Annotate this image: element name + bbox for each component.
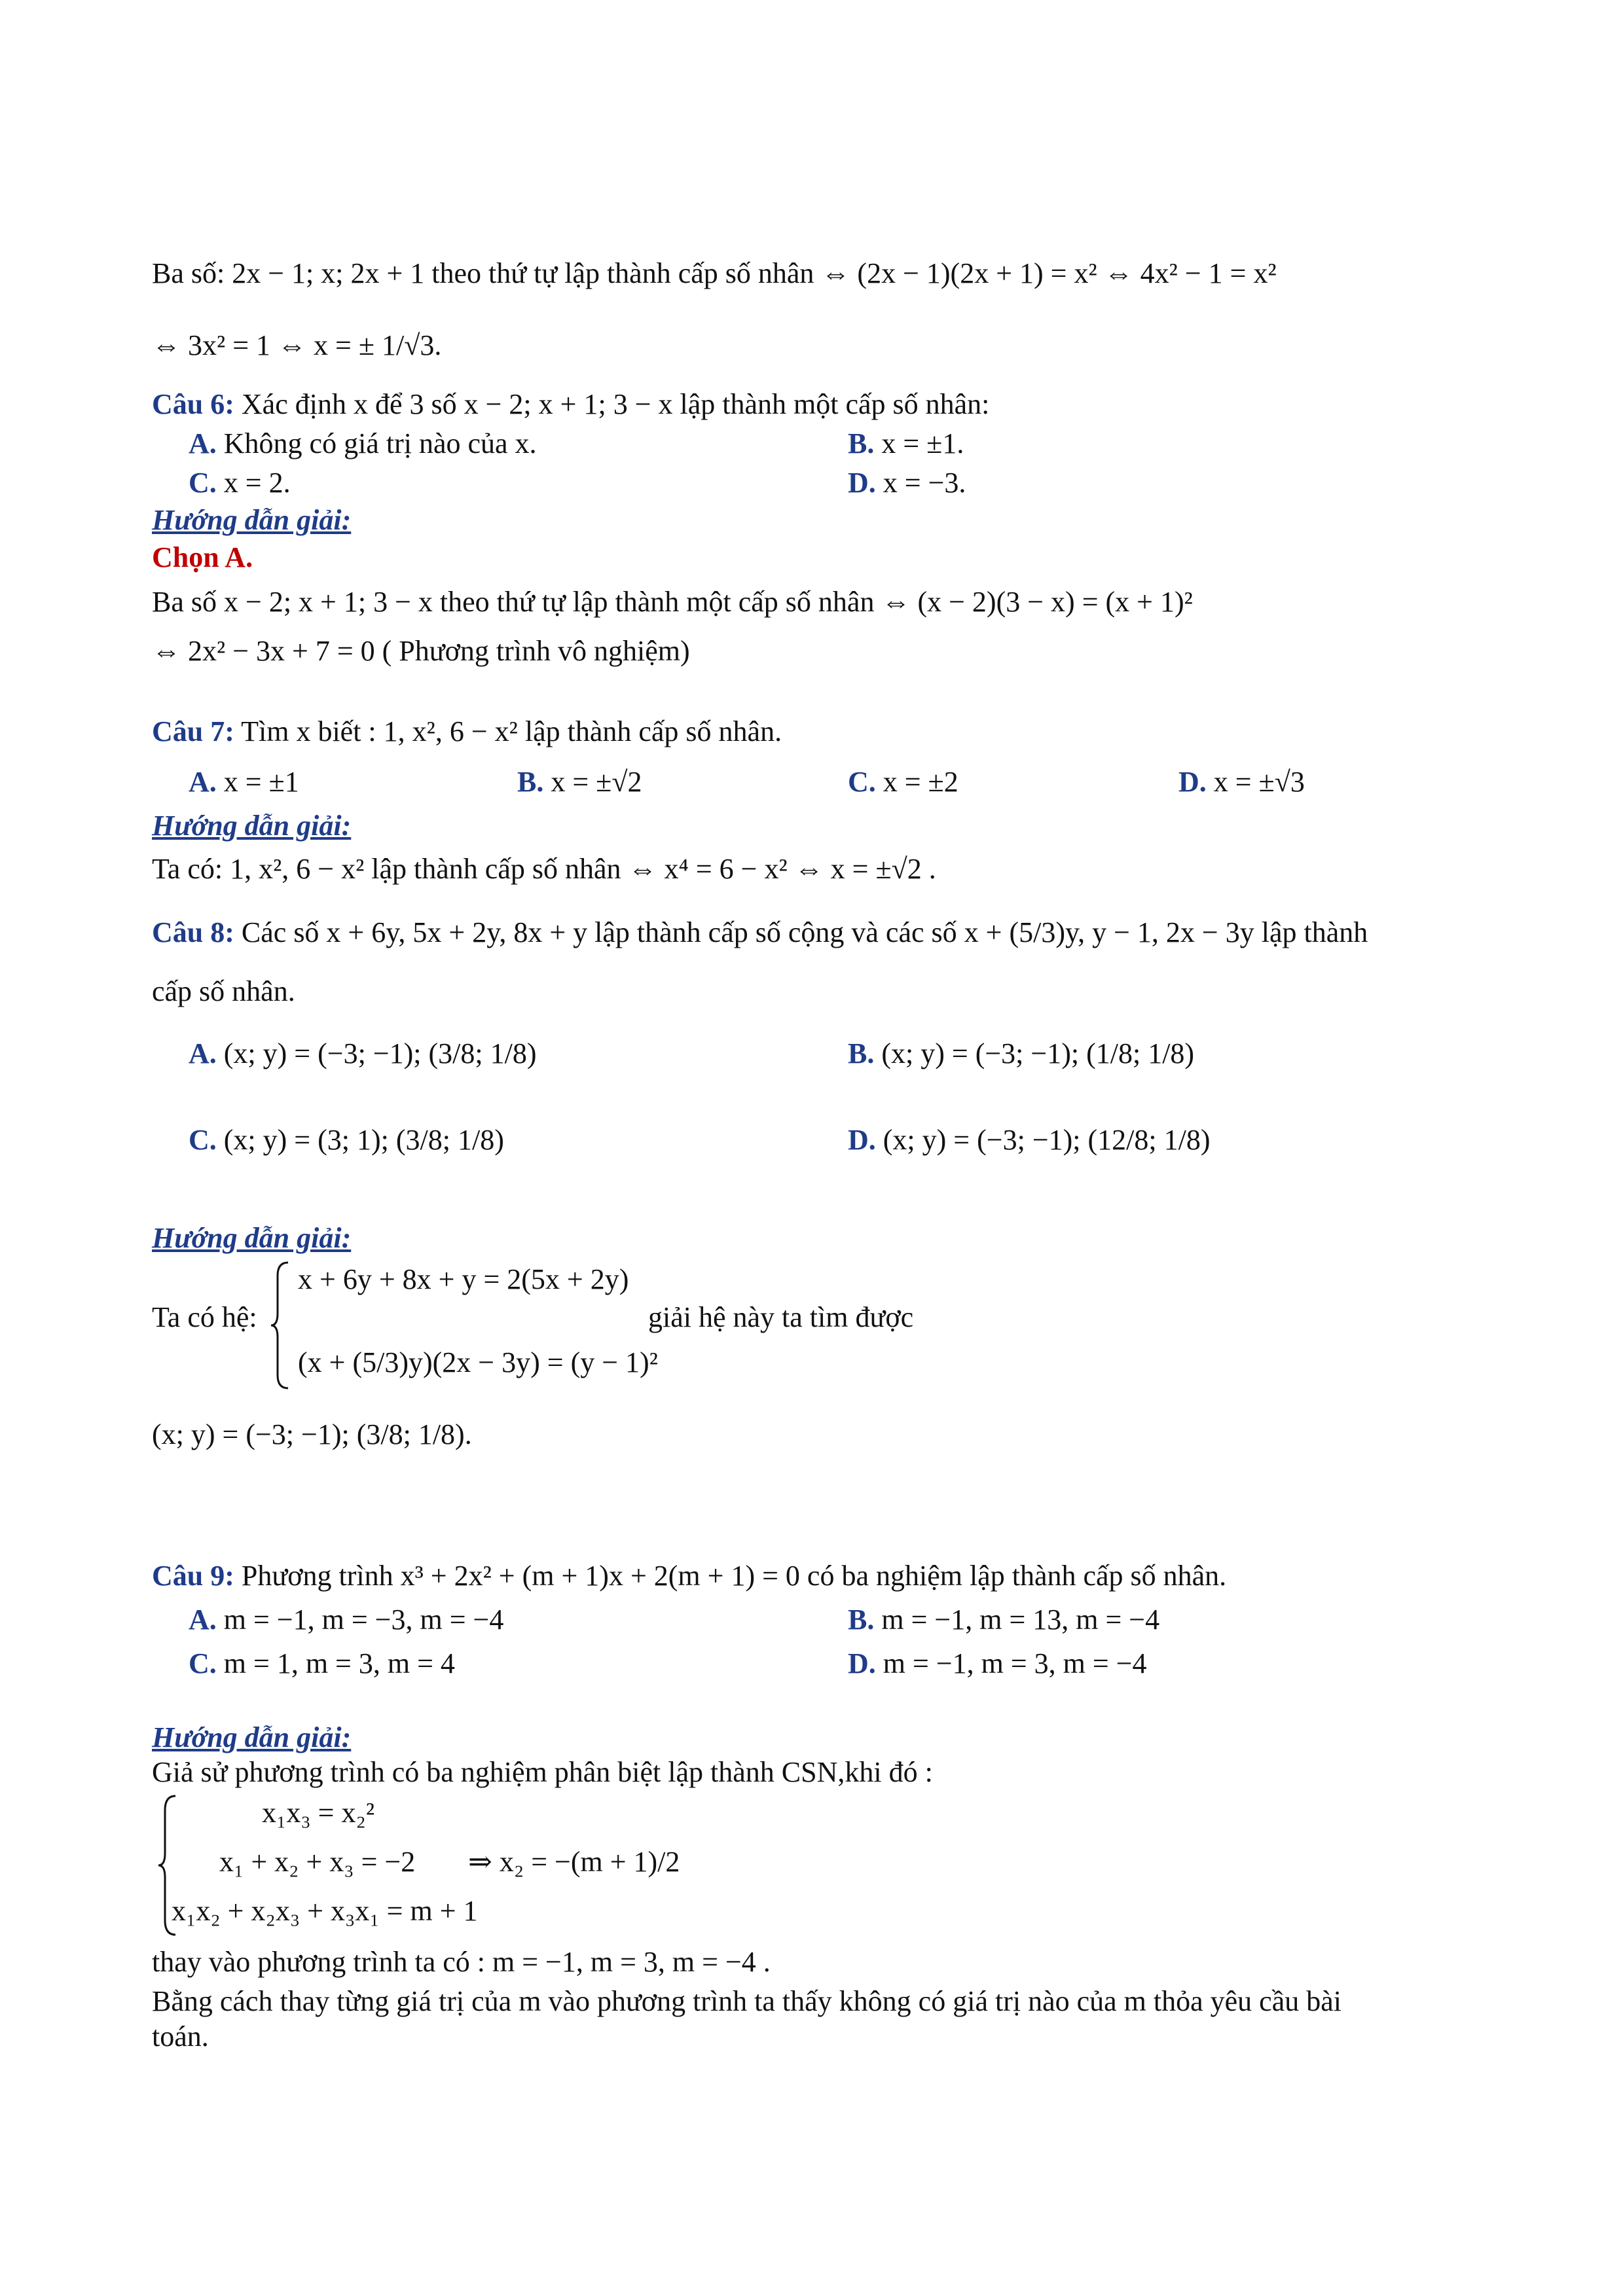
q6-option-b-label: B. xyxy=(848,427,875,459)
q8-result: (x; y) = (−3; −1); (3/8; 1/8). xyxy=(152,1418,472,1450)
q9-option-c-text: m = 1, m = 3, m = 4 xyxy=(223,1647,455,1679)
q6-option-d-label: D. xyxy=(848,467,876,499)
q9-guide-text: Hướng dẫn giải: xyxy=(152,1721,352,1753)
q7-solution-1: Ta có: 1, x², 6 − x² lập thành cấp số nhân ⇔ x⁴ = 6 − x² ⇔ x = ±√2 . xyxy=(152,853,936,885)
q9-option-d-text: m = −1, m = 3, m = −4 xyxy=(883,1647,1147,1679)
q7-option-b[interactable] xyxy=(517,762,642,802)
q9-option-d-label: D. xyxy=(848,1647,876,1679)
q6-guide-text: Hướng dẫn giải: xyxy=(152,504,352,536)
q8-option-a-text: (x; y) = (−3; −1); (3/8; 1/8) xyxy=(223,1037,537,1069)
q7-option-c[interactable] xyxy=(848,762,958,802)
intro-line-2: ⇔ 3x² = 1 ⇔ x = ± 1/√3. xyxy=(152,329,442,361)
q8-option-d-text: (x; y) = (−3; −1); (12/8; 1/8) xyxy=(883,1124,1211,1156)
q9-option-a[interactable] xyxy=(189,1600,503,1640)
q7-option-c-text: x = ±2 xyxy=(883,766,958,798)
q8-system-brace xyxy=(268,1260,295,1391)
q6-answer-text: Chọn A. xyxy=(152,541,253,573)
q9-solution-3a: Bằng cách thay từng giá trị của m vào phương trình ta thấy không có giá trị nào của m thỏa yêu cầu bài xyxy=(152,1985,1341,2017)
q8-system-eq-1: x + 6y + 8x + y = 2(5x + 2y) xyxy=(298,1263,629,1295)
q8-text-1: Các số x + 6y, 5x + 2y, 8x + y lập thành cấp số cộng và các số x + (5/3)y, y − 1, 2x − 3y lập thành xyxy=(241,916,1368,948)
q8-option-d-label: D. xyxy=(848,1124,876,1156)
q6-label: Câu 6: xyxy=(152,388,234,420)
q8-label: Câu 8: xyxy=(152,916,234,948)
q7-question xyxy=(152,712,1453,751)
intro-line-1: Ba số: 2x − 1; x; 2x + 1 theo thứ tự lập thành cấp số nhân ⇔ (2x − 1)(2x + 1) = x² ⇔ 4x² − 1 = x² xyxy=(152,257,1277,289)
q8-system-prefix: Ta có hệ: xyxy=(152,1301,257,1333)
q9-solution-3b: toán. xyxy=(152,2020,209,2053)
q9-system-result: ⇒ x₂ = −(m + 1)/2 xyxy=(468,1846,680,1878)
q9-solution-2: thay vào phương trình ta có : m = −1, m = 3, m = −4 . xyxy=(152,1946,771,1978)
q6-option-b[interactable] xyxy=(848,424,964,463)
q7-option-c-label: C. xyxy=(848,766,876,798)
q9-system-eq-1: x₁x₃ = x₂² xyxy=(262,1797,375,1829)
q9-option-b-text: m = −1, m = 13, m = −4 xyxy=(881,1604,1160,1636)
q6-guide-heading xyxy=(152,501,1453,540)
q7-label: Câu 7: xyxy=(152,715,234,747)
q9-guide-heading xyxy=(152,1718,1453,1757)
q8-guide-heading xyxy=(152,1219,1453,1258)
q7-option-d-label: D. xyxy=(1178,766,1207,798)
q8-option-c-label: C. xyxy=(189,1124,217,1156)
q8-guide-text: Hướng dẫn giải: xyxy=(152,1222,352,1254)
q9-question xyxy=(152,1556,1453,1596)
q9-option-d[interactable] xyxy=(848,1644,1147,1683)
q6-option-d-text: x = −3. xyxy=(883,467,966,499)
q6-option-c[interactable] xyxy=(189,463,291,503)
q7-guide-heading xyxy=(152,806,1453,846)
q8-option-a[interactable] xyxy=(189,1034,537,1073)
q7-option-b-text: x = ±√2 xyxy=(551,766,642,798)
q7-option-b-label: B. xyxy=(517,766,544,798)
q8-option-d[interactable] xyxy=(848,1121,1211,1160)
q7-option-a-text: x = ±1 xyxy=(223,766,299,798)
q7-option-d-text: x = ±√3 xyxy=(1213,766,1305,798)
q9-text: Phương trình x³ + 2x² + (m + 1)x + 2(m + 1) = 0 có ba nghiệm lập thành cấp số nhân. xyxy=(241,1560,1227,1592)
q7-option-d[interactable] xyxy=(1178,762,1305,802)
q9-solution-1: Giả sử phương trình có ba nghiệm phân biệt lập thành CSN,khi đó : xyxy=(152,1756,933,1788)
q6-question xyxy=(152,385,1453,424)
q9-option-b-label: B. xyxy=(848,1604,875,1636)
q7-guide-text: Hướng dẫn giải: xyxy=(152,810,352,842)
q6-option-a-text: Không có giá trị nào của x. xyxy=(223,427,537,459)
q6-option-b-text: x = ±1. xyxy=(881,427,964,459)
q8-question-2: cấp số nhân. xyxy=(152,975,295,1007)
q9-system-eq-3: x₁x₂ + x₂x₃ + x₃x₁ = m + 1 xyxy=(172,1895,478,1927)
q9-option-b[interactable] xyxy=(848,1600,1159,1640)
q9-label: Câu 9: xyxy=(152,1560,234,1592)
q7-text: Tìm x biết : 1, x², 6 − x² lập thành cấp số nhân. xyxy=(241,715,782,747)
q9-option-c[interactable] xyxy=(189,1644,455,1683)
q7-option-a[interactable] xyxy=(189,762,299,802)
q9-system-eq-2: x₁ + x₂ + x₃ = −2 xyxy=(219,1846,416,1878)
q6-option-a[interactable] xyxy=(189,424,537,463)
q6-text: Xác định x để 3 số x − 2; x + 1; 3 − x lập thành một cấp số nhân: xyxy=(241,388,990,420)
q6-option-a-label: A. xyxy=(189,427,217,459)
q8-option-a-label: A. xyxy=(189,1037,217,1069)
q8-question-1 xyxy=(152,913,1453,952)
q8-system-eq-2: (x + (5/3)y)(2x − 3y) = (y − 1)² xyxy=(298,1346,658,1378)
q6-option-c-text: x = 2. xyxy=(223,467,291,499)
q6-option-c-label: C. xyxy=(189,467,217,499)
q8-system-suffix: giải hệ này ta tìm được xyxy=(648,1301,914,1333)
q8-option-b-text: (x; y) = (−3; −1); (1/8; 1/8) xyxy=(881,1037,1195,1069)
q8-option-c-text: (x; y) = (3; 1); (3/8; 1/8) xyxy=(223,1124,504,1156)
q8-option-b[interactable] xyxy=(848,1034,1194,1073)
q9-option-a-text: m = −1, m = −3, m = −4 xyxy=(223,1604,504,1636)
q8-option-b-label: B. xyxy=(848,1037,875,1069)
q8-option-c[interactable] xyxy=(189,1121,504,1160)
q6-option-d[interactable] xyxy=(848,463,966,503)
q6-solution-2: ⇔ 2x² − 3x + 7 = 0 ( Phương trình vô nghiệm) xyxy=(152,635,690,667)
q9-option-a-label: A. xyxy=(189,1604,217,1636)
q9-option-c-label: C. xyxy=(189,1647,217,1679)
q6-answer xyxy=(152,538,1453,577)
q7-option-a-label: A. xyxy=(189,766,217,798)
q6-solution-1: Ba số x − 2; x + 1; 3 − x theo thứ tự lập thành một cấp số nhân ⇔ (x − 2)(3 − x) = (x + 1)² xyxy=(152,586,1193,618)
